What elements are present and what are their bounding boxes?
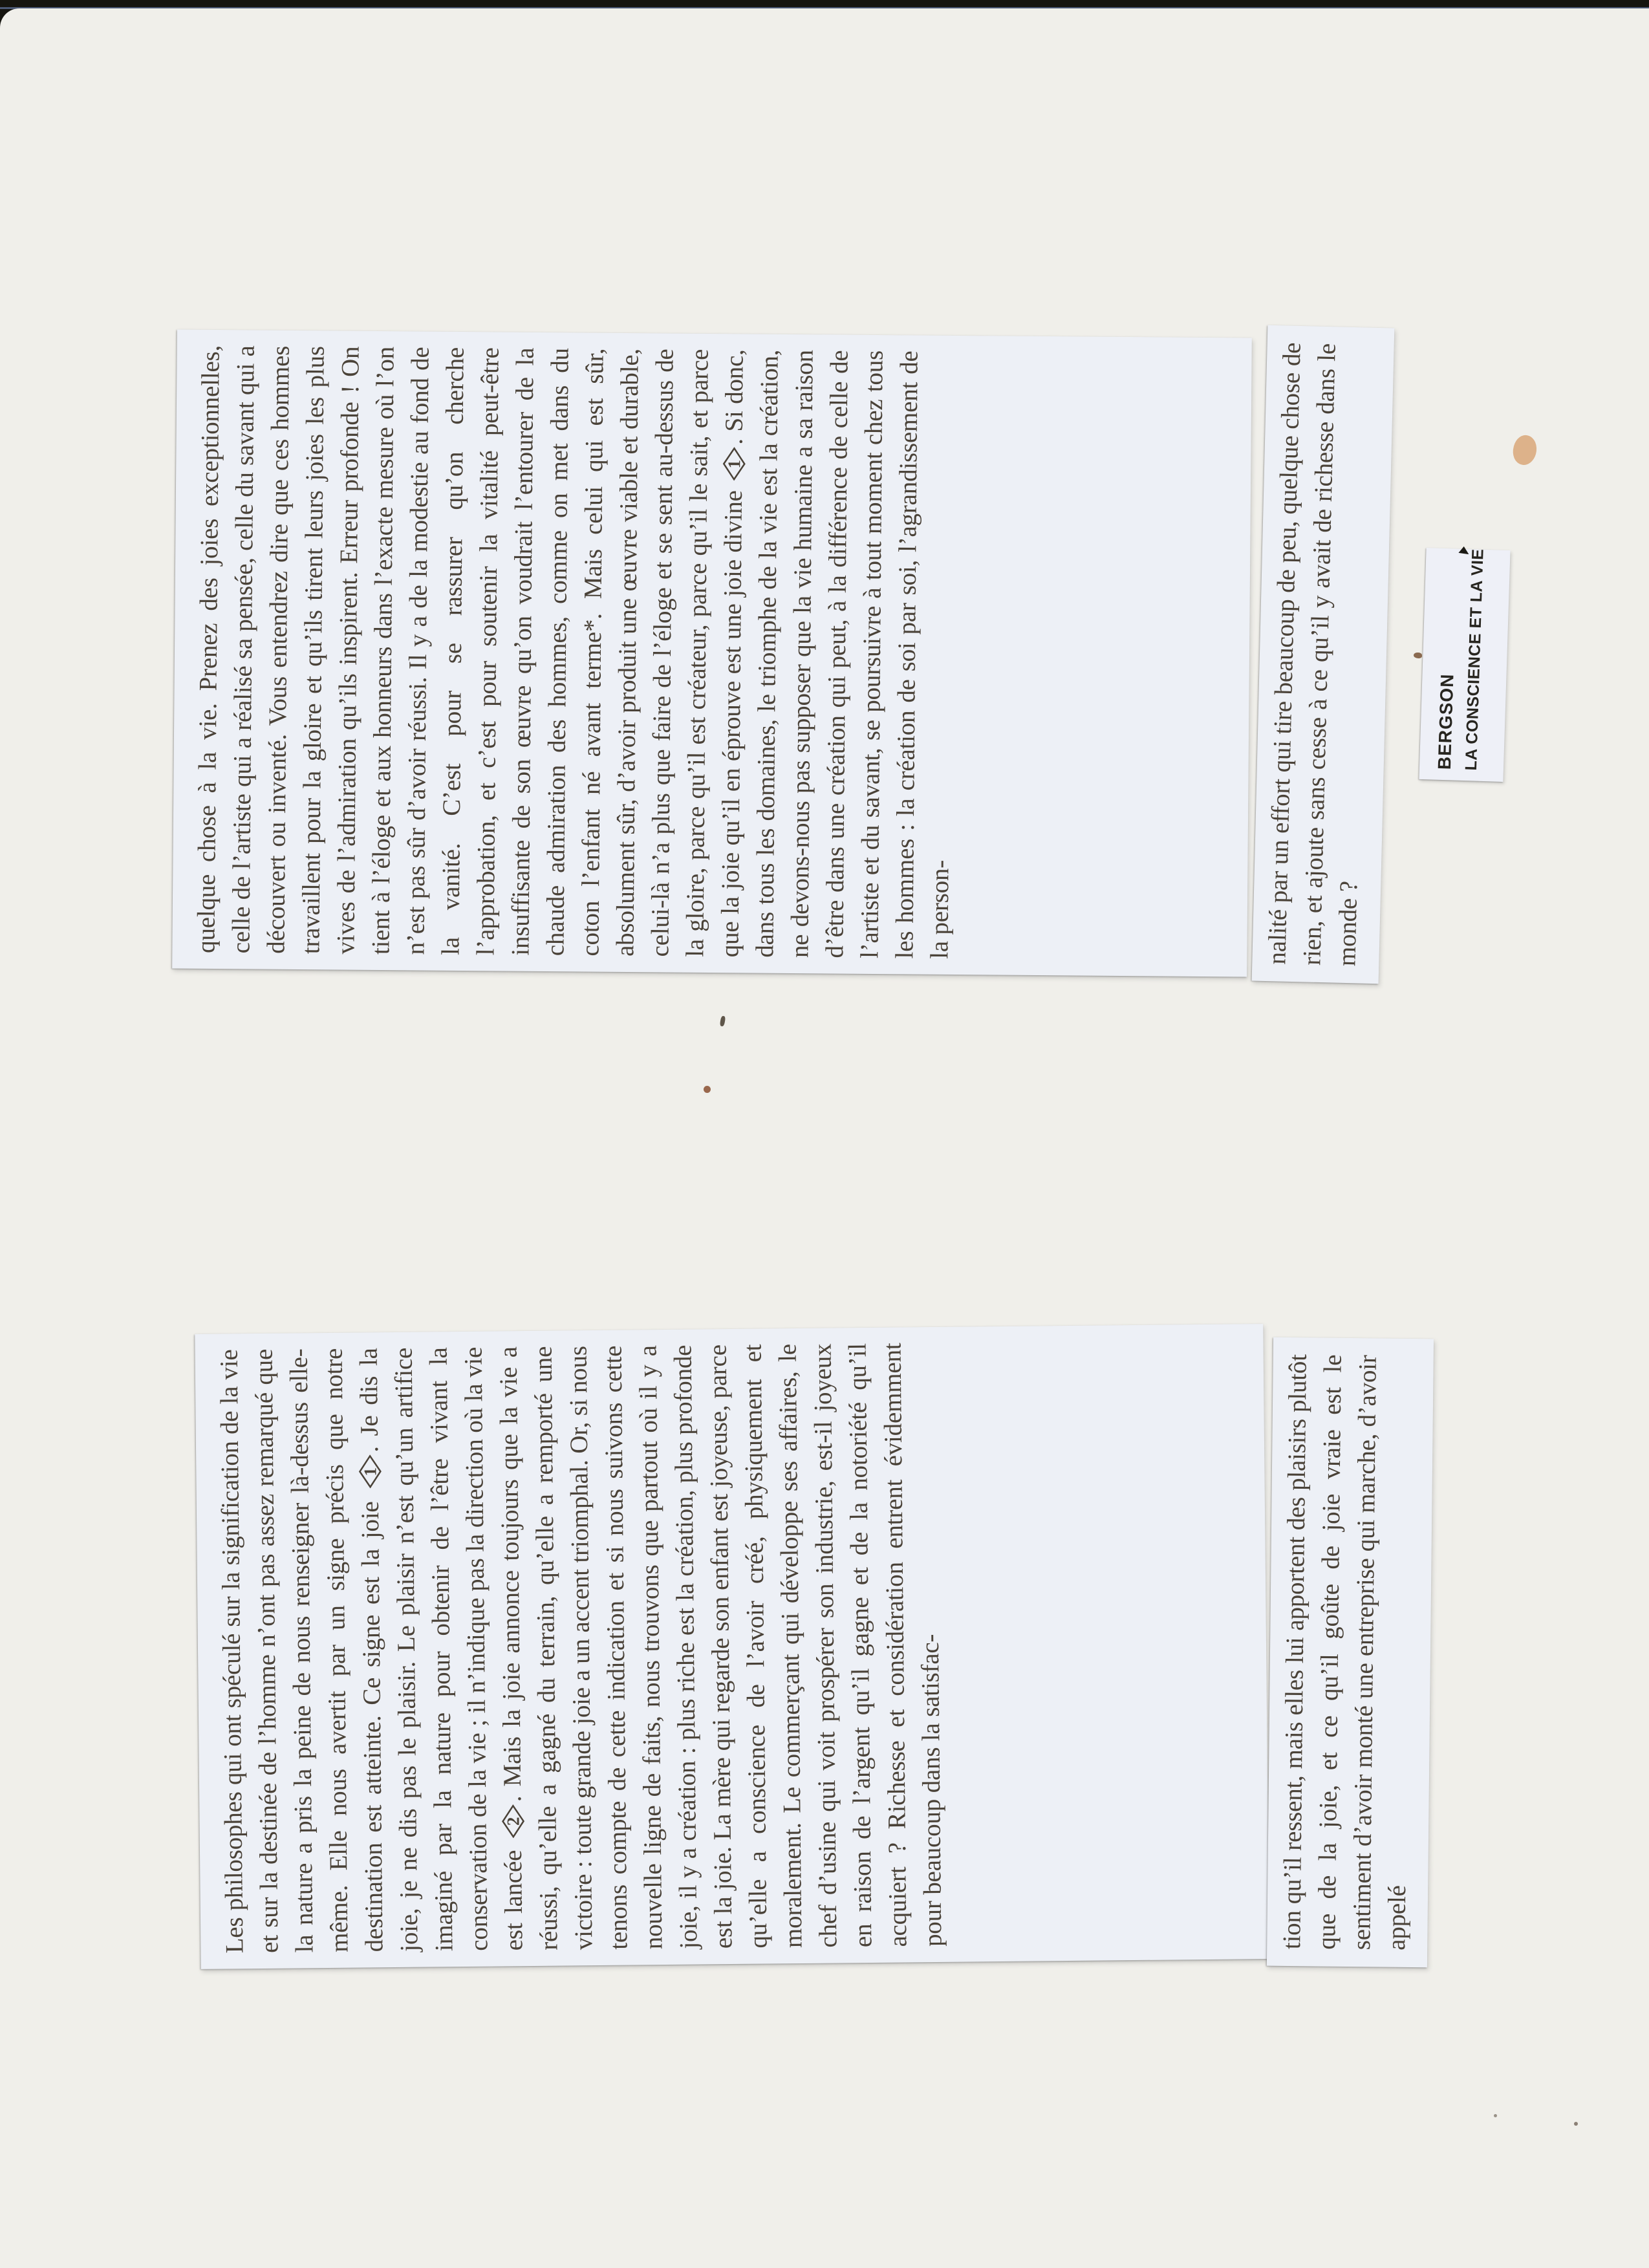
scanned-page [0,8,1649,2268]
clipping-bottom-strip [1267,1337,1434,1968]
speck [1414,653,1422,658]
footnote-marker: 2 [501,1804,524,1838]
speck [1574,2122,1578,2126]
clipping-top-strip-text: nalité par un effort qui tire beaucoup de peu, quelque chose de rien, et ajoute sans cesse à ce qu’il y avait de richesse dans le monde ? [1263,342,1363,967]
footnote-marker: 1 [358,1455,382,1489]
book-label [1419,548,1510,782]
clipping-bottom-main [195,1324,1269,1969]
speck [720,1016,726,1027]
book-label-text [1419,548,1510,782]
label-author: BERGSON [1434,673,1458,770]
clipping-bottom-main-text: Les philosophes qui ont spéculé sur la signification de la vie et sur la destinée de l’homme n’ont pas assez remarqué que la nature a pris la peine de nous renseigner là-dessus elle-même. Elle nous avertit par un signe précis que notre destination est atteinte. Ce signe est la joie 1 . Je dis la joie, je ne dis pas le plaisir. Le plaisir n’est qu’un artifice imaginé par la nature pour obtenir de l’être vivant la conservation de la vie ; il n’indique pas la direction où la vie est lancée 2 . Mais la joie annonce toujours que la vie a réussi, qu’elle a gagné du terrain, qu’elle a remporté une victoire : toute grande joie a un accent triomphal. Or, si nous tenons compte de cette indication et si nous suivons cette nouvelle ligne de faits, nous trouvons que partout où il y a joie, il y a création : plus riche est la création, plus profonde est la joie. La mère qui regarde son enfant est joyeuse, parce qu’elle a conscience de l’avoir créé, physiquement et moralement. Le commerçant qui développe ses affaires, le chef d’usine qui voit prospérer son industrie, est-il joyeux en raison de l’argent qu’il gagne et de la notoriété qu’il acquiert ? Richesse et considération entrent évidemment pour beaucoup dans la satisfac- [215,1343,947,1954]
clipping-top-main-text: quelque chose à la vie. Prenez des joies exceptionnelles, celle de l’artiste qui a réalisé sa pensée, celle du savant qui a découvert ou inventé. Vous entendrez dire que ces hommes travaillent pour la gloire et qu’ils tirent leurs joies les plus vives de l’admiration qu’ils inspirent. Erreur profonde ! On tient à l’éloge et aux honneurs dans l’exacte mesure où l’on n’est pas sûr d’avoir réussi. Il y a de la modestie au fond de la vanité. C’est pour se rassurer qu’on cherche l’approbation, et c’est pour soutenir la vitalité peut-être insuffisante de son œuvre qu’on voudrait l’entourer de la chaude admiration des hommes, comme on met dans du coton l’enfant né avant terme*. Mais celui qui est sûr, absolument sûr, d’avoir produit une œuvre viable et durable, celui-là n’a plus que faire de l’éloge et se sent au-dessus de la gloire, parce qu’il est créateur, parce qu’il le sait, et parce que la joie qu’il en éprouve est une joie divine 1 . Si donc, dans tous les domaines, le triomphe de la vie est la création, ne devons-nous pas supposer que la vie humaine a sa raison d’être dans une création qui peut, à la différence de celle de l’artiste et du savant, se poursuivre à tout moment chez tous les hommes : la création de soi par soi, l’agrandissement de la person- [192,345,954,959]
stain [1510,433,1540,468]
speck [1494,2114,1497,2117]
clipping-bottom-strip-text: tion qu’il ressent, mais elles lui apportent des plaisirs plutôt que de la joie, et ce qu’il goûte de joie vraie est le sentiment d’avoir monté une entreprise qui marche, d’avoir appelé [1278,1354,1412,1951]
footnote-marker: 1 [722,448,746,481]
label-title: LA CONSCIENCE ET LA VIE [1461,548,1487,771]
clipping-top-strip [1252,325,1395,984]
speck [704,1086,711,1093]
clipping-top-main [172,329,1252,977]
